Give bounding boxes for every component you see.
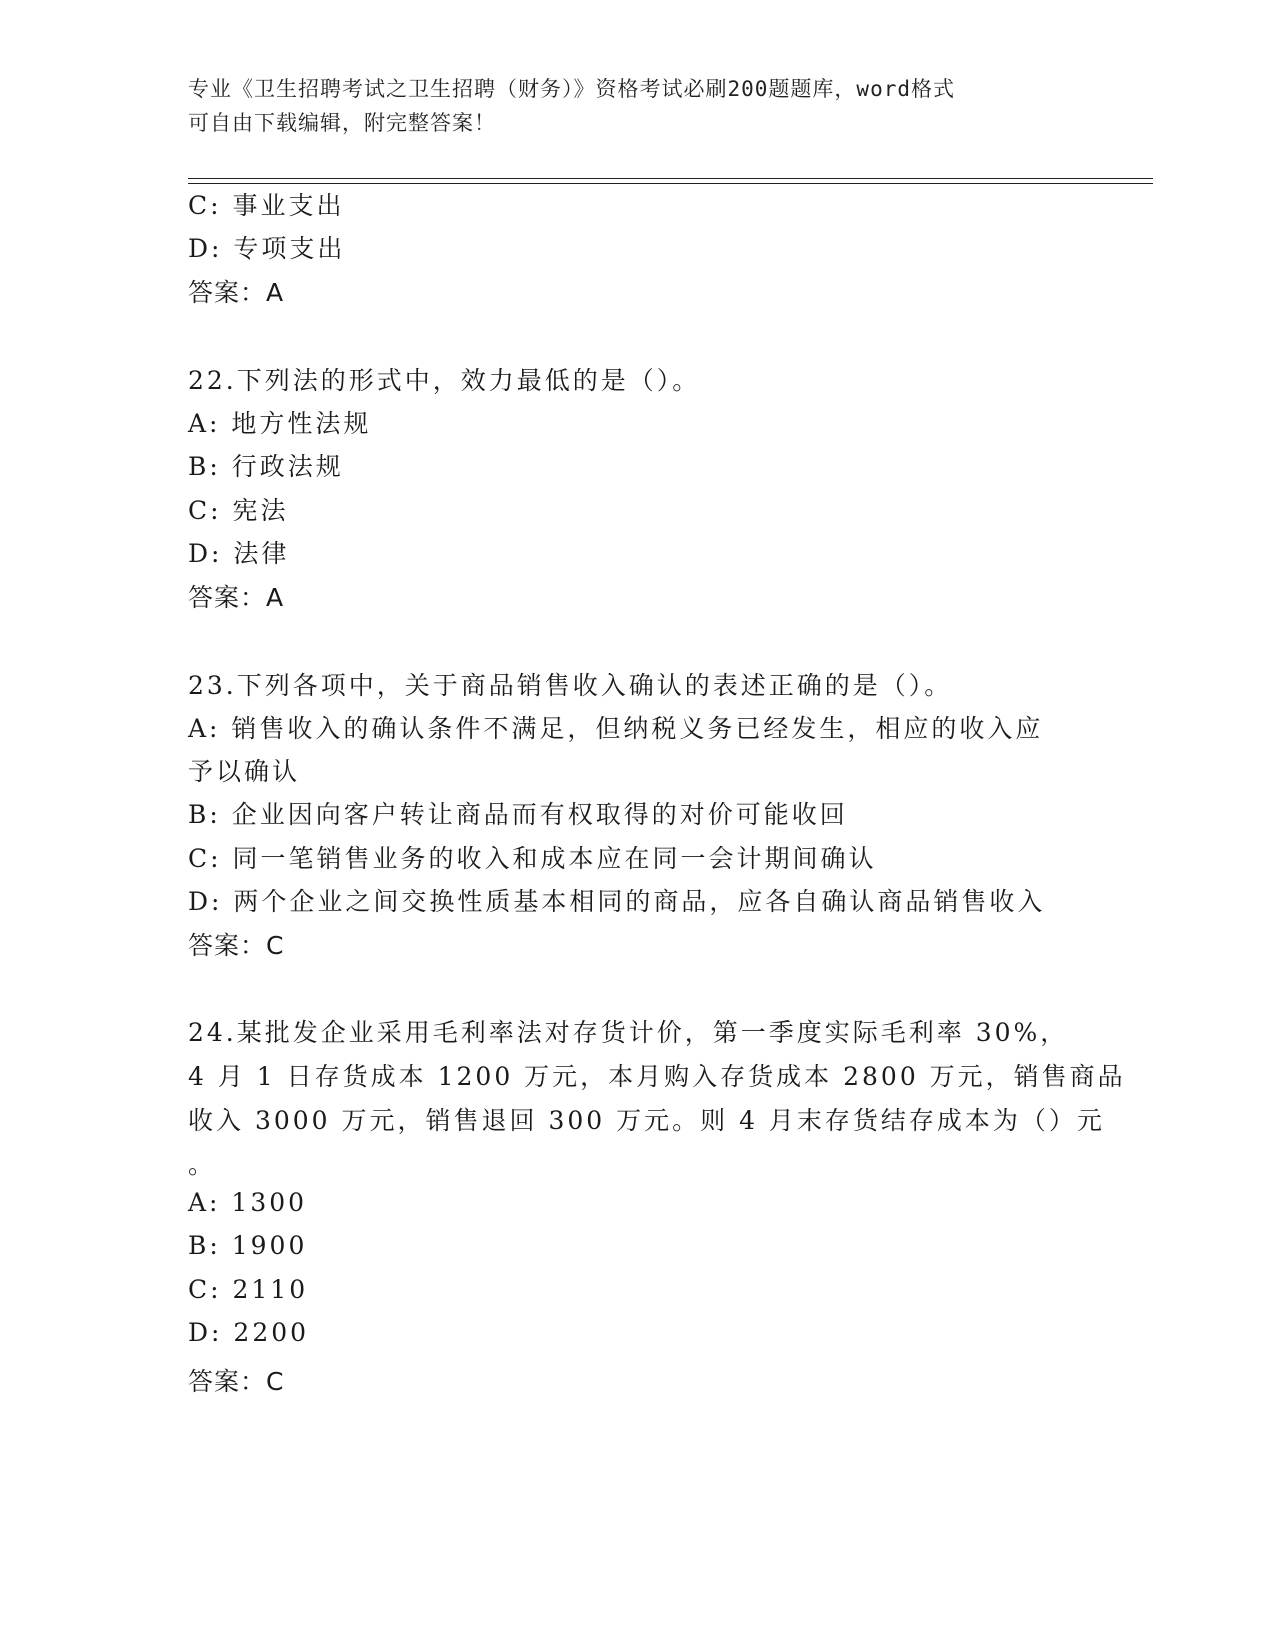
page-header	[188, 72, 1088, 140]
q24-stem-line3: 收入 3000 万元，销售退回 300 万元。则 4 月末存货结存成本为（）元	[188, 1106, 1105, 1135]
q23-option-a-line2: 予以确认	[188, 757, 301, 786]
q22-option-b: B: 行政法规	[188, 452, 344, 481]
q24-option-a: A: 1300	[188, 1188, 308, 1217]
q23-stem: 23.下列各项中，关于商品销售收入确认的表述正确的是（）。	[188, 671, 953, 700]
q23-option-c: C: 同一笔销售业务的收入和成本应在同一会计期间确认	[188, 844, 877, 873]
q24-stem-line4: 。	[188, 1150, 217, 1179]
q23-answer: 答案：C	[188, 931, 285, 960]
q22-answer: 答案：A	[188, 583, 285, 612]
q24-stem-line2: 4 月 1 日存货成本 1200 万元，本月购入存货成本 2800 万元，销售商品	[188, 1062, 1126, 1091]
q23-option-b: B: 企业因向客户转让商品而有权取得的对价可能收回	[188, 800, 848, 829]
q24-option-b: B: 1900	[188, 1231, 308, 1260]
prev-option-c: C: 事业支出	[188, 191, 345, 220]
q22-option-d: D: 法律	[188, 539, 290, 568]
q22-stem: 22.下列法的形式中，效力最低的是（）。	[188, 366, 701, 395]
prev-option-d: D: 专项支出	[188, 234, 346, 263]
q23-option-d: D: 两个企业之间交换性质基本相同的商品，应各自确认商品销售收入	[188, 887, 1046, 916]
q24-option-d: D: 2200	[188, 1318, 310, 1347]
header-divider-top	[188, 178, 1153, 179]
q24-option-c: C: 2110	[188, 1275, 309, 1304]
header-title-line2: 可自由下载编辑，附完整答案！	[188, 111, 496, 135]
q24-answer: 答案：C	[188, 1367, 285, 1396]
q22-option-c: C: 宪法	[188, 496, 289, 525]
q24-stem-line1: 24.某批发企业采用毛利率法对存货计价，第一季度实际毛利率 30%，	[188, 1018, 1069, 1047]
header-divider-bottom	[188, 183, 1153, 184]
q22-option-a: A: 地方性法规	[188, 409, 372, 438]
prev-answer: 答案：A	[188, 278, 285, 307]
q23-option-a-line1: A: 销售收入的确认条件不满足，但纳税义务已经发生，相应的收入应	[188, 714, 1044, 743]
header-title-line1: 专业《卫生招聘考试之卫生招聘（财务）》资格考试必刷200题题库，word格式	[188, 77, 955, 101]
